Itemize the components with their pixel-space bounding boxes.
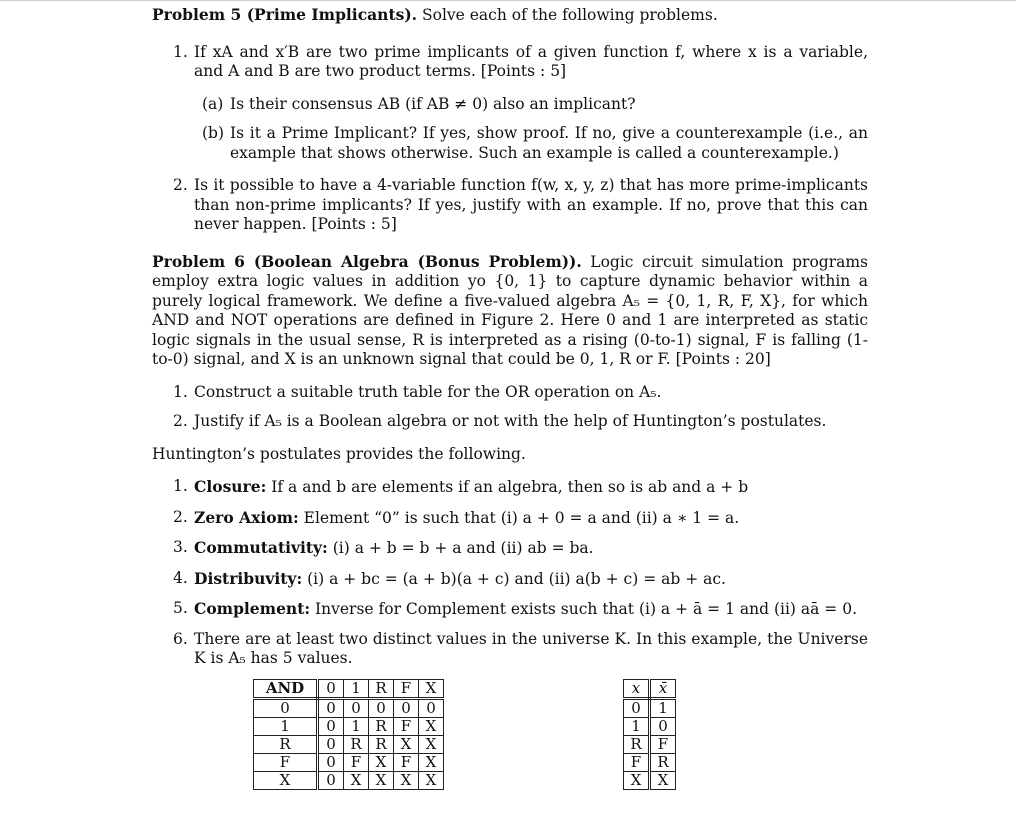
problem5-title: Problem 5 (Prime Implicants). <box>152 5 418 24</box>
and-table-col-header: R <box>369 680 394 699</box>
not-table-row: F R <box>624 754 676 772</box>
not-table-row: 1 0 <box>624 718 676 736</box>
and-table-row: 1 0 1 R F X <box>254 718 444 736</box>
problem6-body: Logic circuit simulation programs employ extra logic values in addition yo {0, 1} to capture dynamic behavior within a purely logical framework. We define a five-valued algebra A₅ = {0, 1, R, F, X}, for which AND and NOT operations are defined in Figure 2. Here 0 and 1 are interpreted as static logic signals in the usual sense, R is interpreted as a rising (0-to-1) signal, F is falling (1-to-0) signal, and X is an unknown signal that could be 0, 1, R or F. [Points : 20] <box>152 252 868 368</box>
problem6-paragraph <box>152 252 868 370</box>
problem6-title: Problem 6 (Boolean Algebra (Bonus Problem)). <box>152 251 582 271</box>
not-table-header-row <box>624 680 676 699</box>
problem5-item-2-text: Is it possible to have a 4-variable function f(w, x, y, z) that has more prime-implicants than non-prime implicants? If yes, justify with an example. If no, prove that this can never happen. [Points : 5] <box>194 176 868 233</box>
problem6-item-1: 1. Construct a suitable truth table for the OR operation on A₅. <box>173 382 662 401</box>
problem5-item-1-text: If xA and x′B are two prime implicants of a given function f, where x is a variable, and A and B are two product terms. [Points : 5] <box>194 42 868 80</box>
problem5-item-1: 1. If xA and x′B are two prime implicants of a given function f, where x is a variable, and A and B are two product terms. [Points : 5] <box>173 42 868 80</box>
huntington-item-1: 1. Closure: If a and b are elements if an algebra, then so is ab and a + b <box>173 477 749 496</box>
and-table-row: 0 0 0 0 0 0 <box>254 699 444 718</box>
problem6-item-2: 2. Justify if A₅ is a Boolean algebra or not with the help of Huntington’s postulates. <box>173 412 827 430</box>
problem5-sublist <box>152 95 868 164</box>
problem5-item-2: 2. Is it possible to have a 4-variable function f(w, x, y, z) that has more prime-implicants than non-prime implicants? If yes, justify with an example. If no, prove that this can never happen. [Points : 5] <box>173 176 868 233</box>
not-table-row: X X <box>624 772 676 790</box>
top-rule <box>0 0 1016 1</box>
huntington-item-2: 2. Zero Axiom: Element “0” is such that (i) a + 0 = a and (ii) a ∗ 1 = a. <box>173 507 740 527</box>
and-table-row: R 0 R R X X <box>254 736 444 754</box>
huntington-list <box>152 477 868 669</box>
not-table-input-header: x <box>624 680 650 699</box>
and-table-row: X 0 X X X X <box>254 772 444 790</box>
problem6-list <box>152 383 868 432</box>
and-table-col-header: F <box>394 680 419 699</box>
and-table-row: F 0 F X F X <box>254 754 444 772</box>
problem5-list <box>152 43 868 82</box>
not-table-output-header: x̄ <box>650 680 676 699</box>
huntington-intro: Huntington’s postulates provides the following. <box>152 444 526 463</box>
huntington-item-6: 6. There are at least two distinct values in the universe K. In this example, the Universe K is A₅ has 5 values. <box>173 629 868 667</box>
and-truth-table <box>253 679 444 790</box>
not-truth-table <box>623 679 676 790</box>
problem5-subitem-b: (b) Is it a Prime Implicant? If yes, show proof. If no, give a counterexample (i.e., an example that shows otherwise. Such an example is called a counterexample.) <box>202 124 868 162</box>
not-table-row: R F <box>624 736 676 754</box>
and-table-corner: AND <box>254 680 318 699</box>
huntington-item-3: 3. Commutativity: (i) a + b = b + a and (ii) ab = ba. <box>173 538 594 557</box>
and-table-col-header: 0 <box>318 680 344 699</box>
huntington-item-4: 4. Distribuvity: (i) a + bc = (a + b)(a + c) and (ii) a(b + c) = ab + ac. <box>173 568 726 588</box>
huntington-item-5: 5. Complement: Inverse for Complement exists such that (i) a + ā = 1 and (ii) aā = 0. <box>173 599 857 618</box>
and-table-col-header: X <box>419 680 444 699</box>
document-page <box>152 5 868 669</box>
and-table-header-row <box>254 680 444 699</box>
problem5-list-2 <box>152 176 868 235</box>
and-table-col-header: 1 <box>344 680 369 699</box>
problem5-heading <box>152 5 868 26</box>
problem5-intro: Solve each of the following problems. <box>422 6 718 24</box>
not-table-row: 0 1 <box>624 699 676 718</box>
problem5-subitem-a: (a) Is their consensus AB (if AB ≠ 0) also an implicant? <box>202 94 636 113</box>
